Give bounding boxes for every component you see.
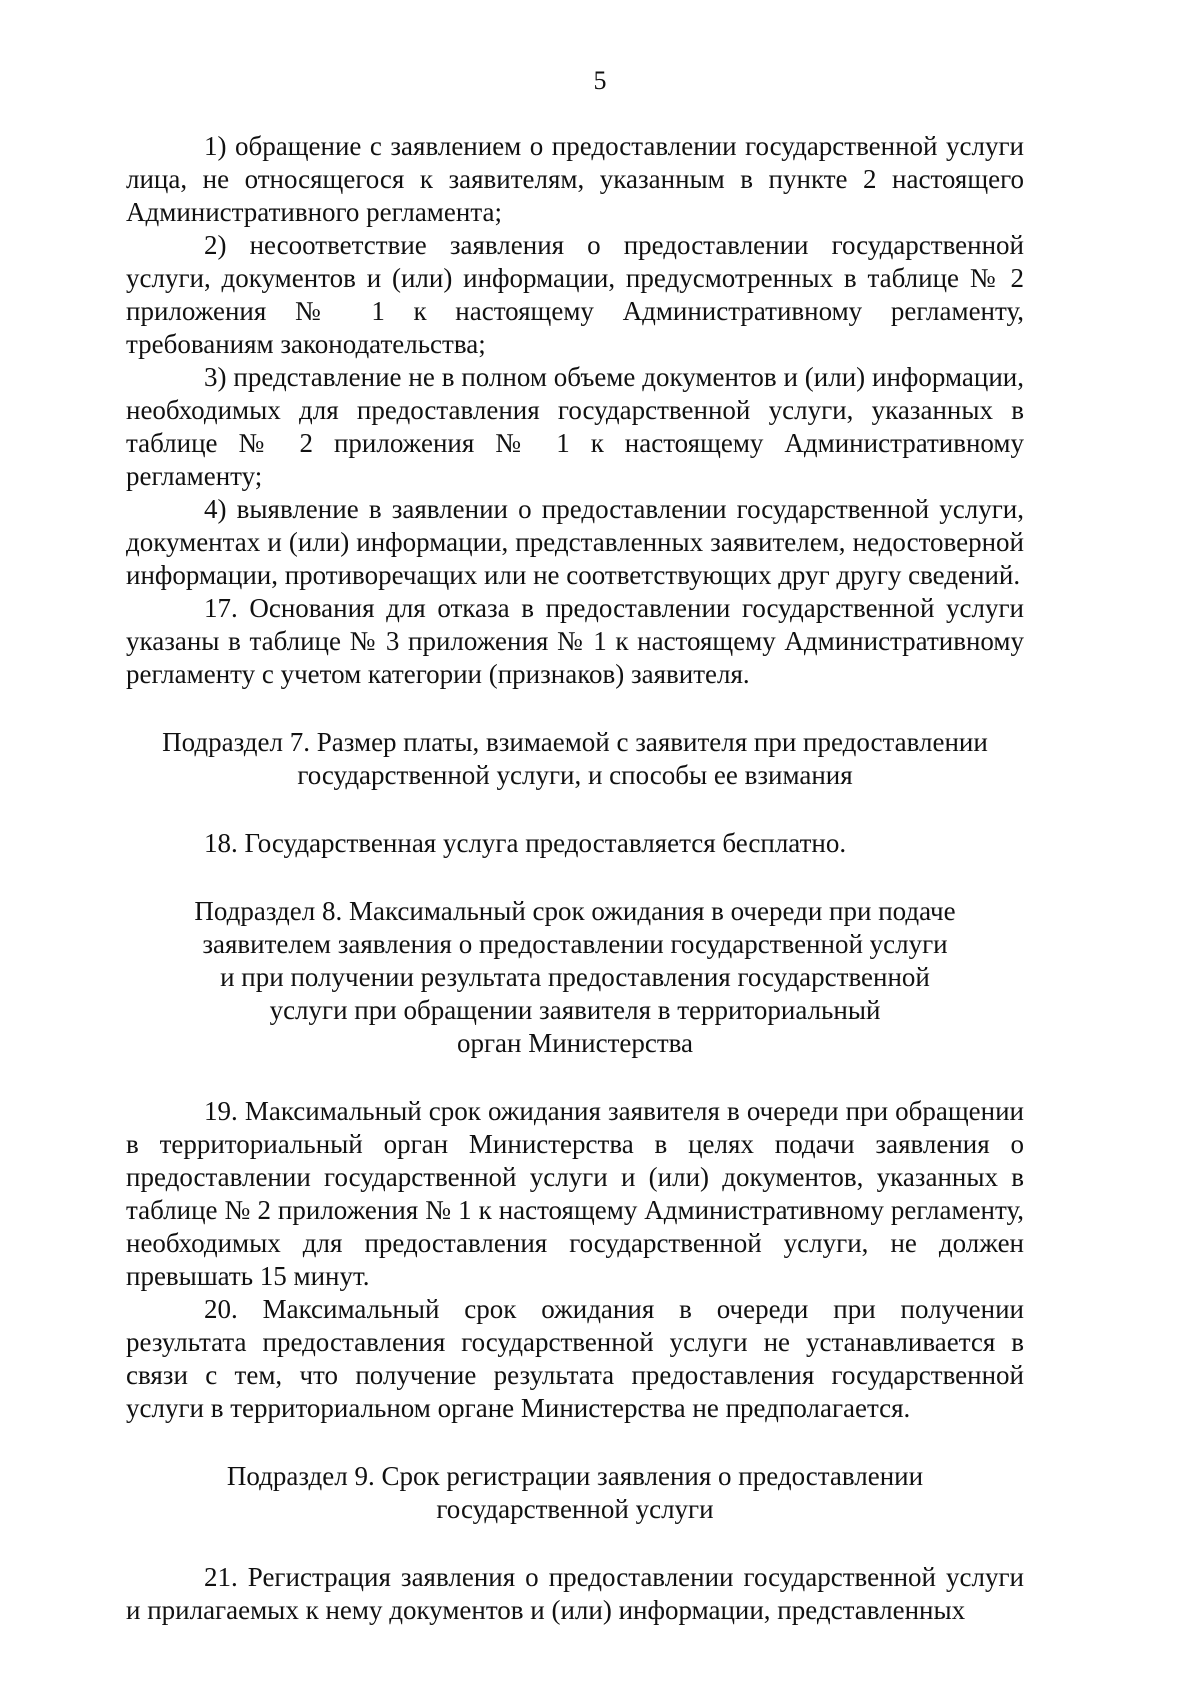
section-heading-9 (126, 1460, 1024, 1526)
page-number: 5 (593, 66, 607, 95)
paragraph-21: 21. Регистрация заявления о предоставлении государственной услуги и прилагаемых к нему документов и (или) информации, представленных (126, 1562, 1024, 1625)
paragraph-18: 18. Государственная услуга предоставляется бесплатно. (204, 828, 847, 858)
spacer (126, 1425, 1024, 1460)
section-heading-8-line-5: орган Министерства (456, 1028, 694, 1058)
spacer (126, 691, 1024, 726)
spacer (126, 1060, 1024, 1095)
list-item-3: 3) представление не в полном объеме документов и (или) информации, необходимых для предоставления государственной услуги, указанных в таблице № 2 приложения № 1 к настоящему Административному регламенту; (126, 362, 1024, 491)
spacer (126, 1526, 1024, 1561)
list-item-2: 2) несоответствие заявления о предоставлении государственной услуги, документов и (или) информации, предусмотренных в таблице № 2 приложения № 1 к настоящему Административному регламенту, требованиям законодательства; (126, 230, 1024, 359)
section-heading-7-line-1: Подраздел 7. Размер платы, взимаемой с заявителя при предоставлении (162, 727, 988, 757)
section-heading-9-line-2: государственной услуги (436, 1494, 714, 1524)
spacer (126, 792, 1024, 827)
document-body (126, 130, 1024, 1627)
spacer (126, 860, 1024, 895)
section-heading-8-line-4: услуги при обращении заявителя в территориальный (269, 995, 881, 1025)
section-heading-8 (126, 895, 1024, 1060)
section-heading-7 (126, 726, 1024, 792)
section-heading-9-line-1: Подраздел 9. Срок регистрации заявления о предоставлении (226, 1461, 924, 1491)
section-heading-8-line-1: Подраздел 8. Максимальный срок ожидания в очереди при подаче (194, 896, 956, 926)
paragraph-17: 17. Основания для отказа в предоставлении государственной услуги указаны в таблице № 3 приложения № 1 к настоящему Административному регламенту с учетом категории (признаков) заявителя. (126, 593, 1024, 689)
section-heading-8-line-3: и при получении результата предоставления государственной (220, 962, 930, 992)
list-item-1: 1) обращение с заявлением о предоставлении государственной услуги лица, не относящегося к заявителям, указанным в пункте 2 настоящего Административного регламента; (126, 131, 1024, 227)
section-heading-7-line-2: государственной услуги, и способы ее взимания (297, 760, 853, 790)
paragraph-19: 19. Максимальный срок ожидания заявителя в очереди при обращении в территориальный орган Министерства в целях подачи заявления о предоставлении государственной услуги и (или) документов, указанных в таблице № 2 приложения № 1 к настоящему Административному регламенту, необходимых для предоставления государственной услуги, не должен превышать 15 минут. (126, 1096, 1024, 1291)
list-item-4: 4) выявление в заявлении о предоставлении государственной услуги, документах и (или) информации, представленных заявителем, недостоверной информации, противоречащих или не соответствующих друг другу сведений. (126, 494, 1024, 590)
paragraph-20: 20. Максимальный срок ожидания в очереди при получении результата предоставления государственной услуги не устанавливается в связи с тем, что получение результата предоставления государственной услуги в территориальном органе Министерства не предполагается. (126, 1294, 1024, 1423)
section-heading-8-line-2: заявителем заявления о предоставлении государственной услуги (202, 929, 948, 959)
